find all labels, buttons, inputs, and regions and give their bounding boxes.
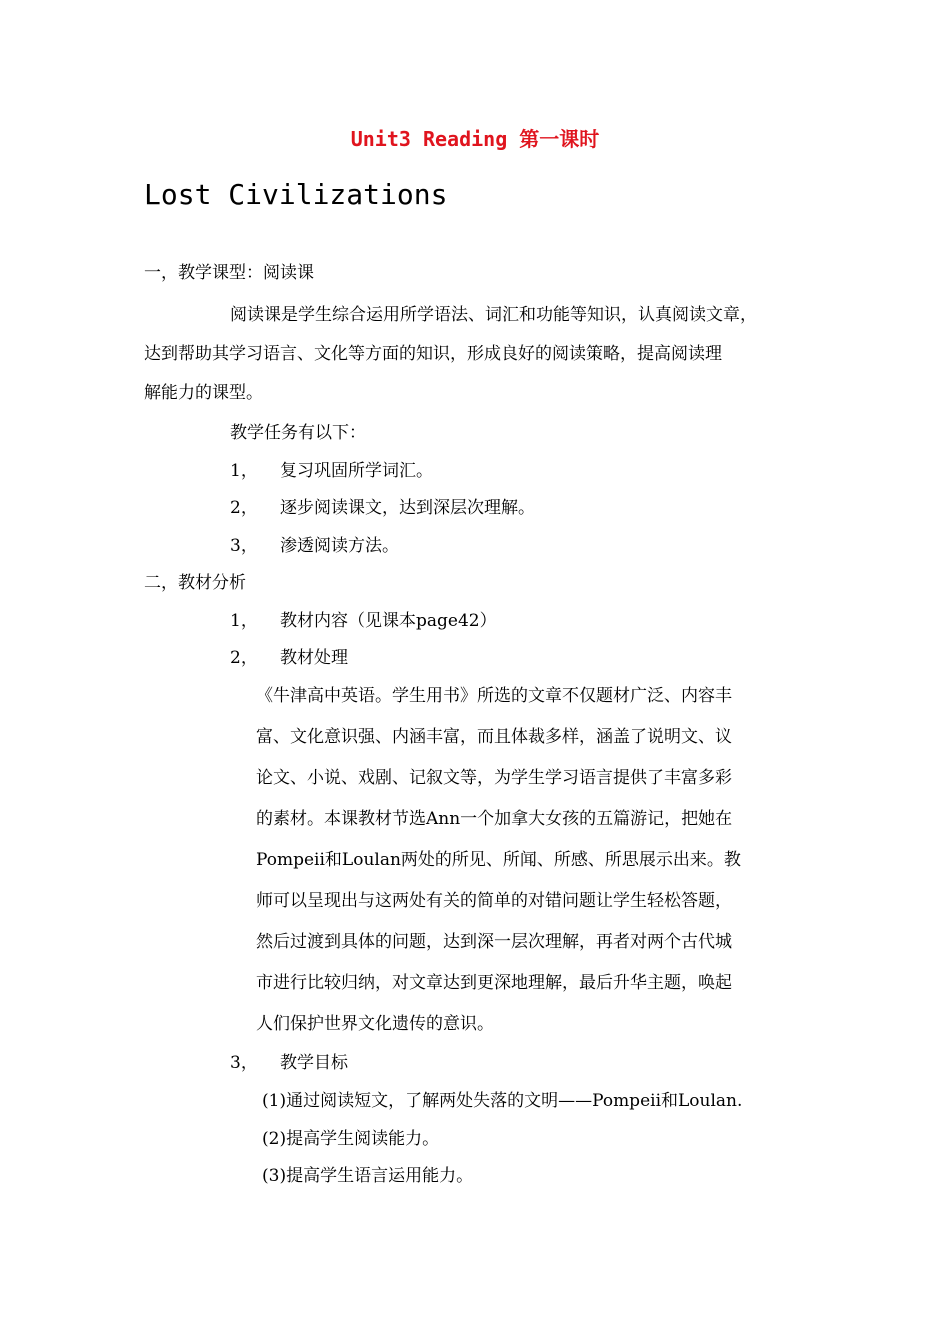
task-text: 逐步阅读课文，达到深层次理解。 — [280, 498, 535, 518]
tasks-intro: 教学任务有以下： — [230, 423, 366, 443]
item-text: 教材处理 — [280, 648, 348, 668]
goal-item-2: (2)提高学生阅读能力。 — [262, 1129, 440, 1149]
section2-item-2 — [230, 647, 348, 669]
item-number: 2， — [230, 648, 258, 668]
item2-paragraph-line-5: Pompeii和Loulan两处的所见、所闻、所感、所思展示出来。教 — [256, 850, 741, 870]
task-item — [230, 460, 433, 482]
section1-heading: 一，教学课型：阅读课 — [144, 263, 314, 283]
section2-item-1 — [230, 610, 497, 632]
document-subtitle: Lost Civilizations — [144, 178, 448, 211]
item2-paragraph-line-9: 人们保护世界文化遗传的意识。 — [256, 1014, 494, 1034]
task-text: 复习巩固所学词汇。 — [280, 461, 433, 481]
task-text: 渗透阅读方法。 — [280, 536, 399, 556]
task-item — [230, 497, 535, 519]
task-item — [230, 535, 399, 557]
item2-paragraph-line-2: 富、文化意识强、内涵丰富，而且体裁多样，涵盖了说明文、议 — [256, 727, 732, 747]
item2-paragraph-line-4: 的素材。本课教材节选Ann一个加拿大女孩的五篇游记，把她在 — [256, 809, 733, 829]
item2-paragraph-line-1: 《牛津高中英语。学生用书》所选的文章不仅题材广泛、内容丰 — [256, 686, 732, 706]
goal-item-1: (1)通过阅读短文，了解两处失落的文明——Pompeii和Loulan. — [262, 1091, 743, 1111]
item-text: 教学目标 — [280, 1053, 348, 1073]
document-title: Unit3 Reading 第一课时 — [350, 127, 600, 151]
section2-item-3 — [230, 1052, 348, 1074]
item-text: 教材内容（见课本page42） — [280, 611, 497, 631]
item-number: 1， — [230, 611, 258, 631]
item2-paragraph-line-6: 师可以呈现出与这两处有关的简单的对错问题让学生轻松答题， — [256, 891, 732, 911]
section1-paragraph-line-2: 达到帮助其学习语言、文化等方面的知识，形成良好的阅读策略，提高阅读理 — [144, 344, 722, 364]
item2-paragraph-line-7: 然后过渡到具体的问题，达到深一层次理解，再者对两个古代城 — [256, 932, 732, 952]
item2-paragraph-line-3: 论文、小说、戏剧、记叙文等，为学生学习语言提供了丰富多彩 — [256, 768, 732, 788]
goal-item-3: (3)提高学生语言运用能力。 — [262, 1166, 474, 1186]
section1-paragraph-line-3: 解能力的课型。 — [144, 383, 263, 403]
task-number: 2， — [230, 498, 258, 518]
item2-paragraph-line-8: 市进行比较归纳，对文章达到更深地理解，最后升华主题，唤起 — [256, 973, 732, 993]
task-number: 1， — [230, 461, 258, 481]
section1-paragraph-line-1: 阅读课是学生综合运用所学语法、词汇和功能等知识，认真阅读文章， — [230, 305, 757, 325]
section2-heading: 二，教材分析 — [144, 573, 246, 593]
task-number: 3， — [230, 536, 258, 556]
item-number: 3， — [230, 1053, 258, 1073]
